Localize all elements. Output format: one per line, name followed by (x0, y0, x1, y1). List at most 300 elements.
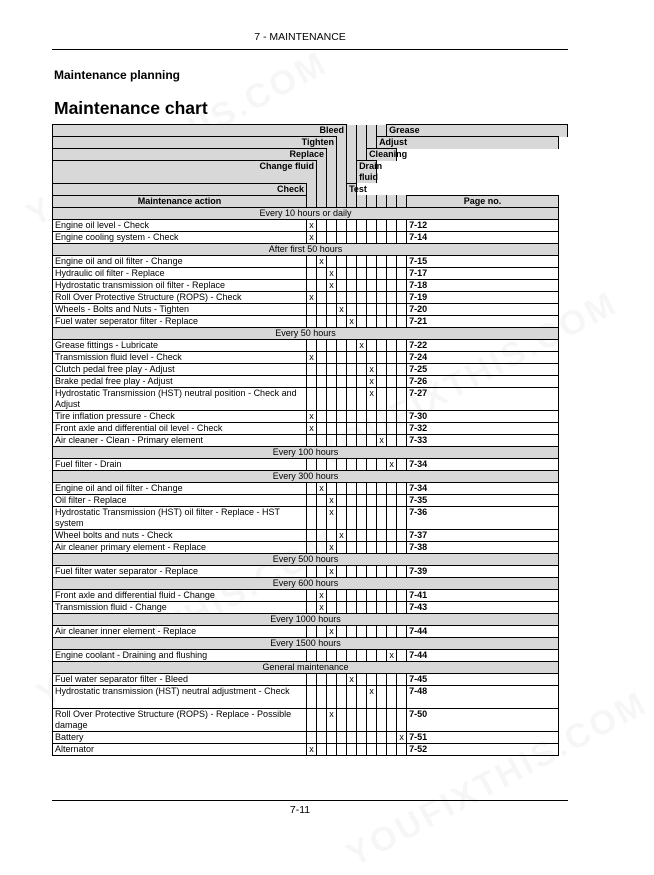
header-spacer (317, 195, 327, 207)
section-row (53, 243, 568, 255)
mark-cell (337, 743, 347, 755)
table-row (53, 231, 568, 243)
mark-cell (367, 565, 377, 577)
maintenance-action-header: Maintenance action (53, 195, 307, 207)
table-row (53, 506, 568, 529)
mark-cell (377, 482, 387, 494)
mark-x: x (357, 339, 367, 351)
mark-cell (307, 731, 317, 743)
mark-x: x (317, 589, 327, 601)
mark-cell (397, 685, 407, 708)
mark-x: x (387, 649, 397, 661)
table-row (53, 303, 568, 315)
header-spacer (357, 125, 367, 137)
page-reference: 7-41 (407, 589, 559, 601)
mark-x: x (307, 351, 317, 363)
mark-cell (367, 731, 377, 743)
section-row (53, 470, 568, 482)
table-row (53, 410, 568, 422)
maintenance-action: Front axle and differential fluid - Change (53, 589, 307, 601)
mark-cell (397, 708, 407, 731)
mark-cell (377, 685, 387, 708)
page-reference: 7-12 (407, 219, 559, 231)
column-header-tighten: Tighten (53, 137, 337, 149)
page-reference: 7-35 (407, 494, 559, 506)
mark-cell (387, 315, 397, 327)
mark-cell (337, 422, 347, 434)
mark-cell (327, 255, 337, 267)
mark-cell (307, 541, 317, 553)
mark-cell (397, 219, 407, 231)
mark-cell (377, 422, 387, 434)
mark-cell (347, 731, 357, 743)
maintenance-action: Fuel filter - Drain (53, 458, 307, 470)
mark-cell (367, 482, 377, 494)
maintenance-action: Hydrostatic transmission (HST) neutral adjustment - Check (53, 685, 307, 708)
mark-cell (347, 434, 357, 446)
header-row (53, 195, 568, 207)
mark-cell (367, 601, 377, 613)
mark-cell (357, 303, 367, 315)
interval-heading: Every 600 hours (53, 577, 559, 589)
section-row (53, 637, 568, 649)
mark-cell (377, 731, 387, 743)
mark-cell (327, 315, 337, 327)
maintenance-action: Engine oil and oil filter - Change (53, 482, 307, 494)
maintenance-action: Clutch pedal free play - Adjust (53, 363, 307, 375)
mark-cell (347, 529, 357, 541)
mark-cell (357, 673, 367, 685)
mark-cell (307, 565, 317, 577)
table-row (53, 422, 568, 434)
mark-cell (307, 267, 317, 279)
page-reference: 7-27 (407, 387, 559, 410)
mark-cell (317, 231, 327, 243)
mark-cell (377, 339, 387, 351)
mark-x: x (317, 601, 327, 613)
mark-cell (387, 685, 397, 708)
maintenance-chart (52, 124, 568, 756)
mark-cell (317, 529, 327, 541)
mark-cell (317, 291, 327, 303)
mark-cell (317, 219, 327, 231)
mark-cell (317, 339, 327, 351)
interval-heading: Every 1000 hours (53, 613, 559, 625)
section-row (53, 553, 568, 565)
page-title: Maintenance chart (54, 98, 208, 118)
mark-cell (317, 363, 327, 375)
mark-cell (317, 506, 327, 529)
mark-cell (397, 422, 407, 434)
mark-cell (327, 291, 337, 303)
section-row (53, 613, 568, 625)
mark-cell (397, 231, 407, 243)
mark-cell (387, 673, 397, 685)
maintenance-action: Front axle and differential oil level - Check (53, 422, 307, 434)
mark-cell (317, 458, 327, 470)
mark-cell (387, 410, 397, 422)
mark-cell (397, 589, 407, 601)
mark-cell (317, 494, 327, 506)
maintenance-action: Engine coolant - Draining and flushing (53, 649, 307, 661)
mark-cell (387, 339, 397, 351)
mark-cell (357, 506, 367, 529)
mark-cell (397, 303, 407, 315)
mark-cell (367, 708, 377, 731)
header-spacer (357, 195, 367, 207)
mark-cell (397, 506, 407, 529)
mark-x: x (367, 363, 377, 375)
mark-cell (337, 482, 347, 494)
table-row (53, 482, 568, 494)
mark-cell (387, 529, 397, 541)
mark-cell (327, 375, 337, 387)
mark-x: x (367, 387, 377, 410)
table-row (53, 458, 568, 470)
mark-cell (357, 279, 367, 291)
mark-cell (347, 255, 357, 267)
mark-x: x (307, 291, 317, 303)
mark-x: x (307, 743, 317, 755)
mark-cell (397, 339, 407, 351)
page-reference: 7-26 (407, 375, 559, 387)
header-spacer (357, 137, 367, 149)
mark-cell (367, 589, 377, 601)
mark-cell (327, 303, 337, 315)
header-spacer (377, 195, 387, 207)
mark-cell (377, 673, 387, 685)
mark-cell (377, 351, 387, 363)
mark-cell (317, 351, 327, 363)
mark-x: x (307, 410, 317, 422)
mark-cell (397, 673, 407, 685)
mark-cell (347, 231, 357, 243)
mark-cell (317, 673, 327, 685)
mark-cell (387, 731, 397, 743)
mark-cell (347, 351, 357, 363)
mark-cell (367, 351, 377, 363)
mark-cell (397, 363, 407, 375)
mark-cell (357, 649, 367, 661)
column-header-adjust: Adjust (377, 137, 559, 149)
mark-cell (317, 387, 327, 410)
mark-cell (387, 255, 397, 267)
table-row (53, 685, 568, 708)
mark-cell (337, 494, 347, 506)
header-spacer (367, 125, 377, 137)
mark-cell (397, 267, 407, 279)
page-reference: 7-36 (407, 506, 559, 529)
maintenance-action: Tire inflation pressure - Check (53, 410, 307, 422)
mark-cell (327, 387, 337, 410)
mark-cell (397, 387, 407, 410)
mark-cell (347, 589, 357, 601)
mark-cell (327, 422, 337, 434)
interval-heading: Every 500 hours (53, 553, 559, 565)
table-row (53, 601, 568, 613)
mark-cell (327, 351, 337, 363)
mark-x: x (337, 303, 347, 315)
mark-cell (397, 410, 407, 422)
table-row (53, 589, 568, 601)
table-row (53, 434, 568, 446)
footer-rule (52, 800, 568, 801)
mark-cell (357, 482, 367, 494)
mark-cell (347, 279, 357, 291)
mark-cell (357, 315, 367, 327)
mark-cell (357, 291, 367, 303)
header-spacer (337, 183, 347, 195)
mark-cell (367, 231, 377, 243)
mark-cell (327, 589, 337, 601)
mark-cell (317, 649, 327, 661)
mark-cell (337, 458, 347, 470)
page-reference: 7-21 (407, 315, 559, 327)
mark-cell (357, 494, 367, 506)
table-row (53, 387, 568, 410)
mark-cell (387, 434, 397, 446)
mark-cell (397, 291, 407, 303)
mark-cell (367, 339, 377, 351)
mark-x: x (327, 625, 337, 637)
table-row (53, 279, 568, 291)
mark-cell (387, 541, 397, 553)
header-spacer (327, 183, 337, 195)
mark-cell (397, 375, 407, 387)
mark-cell (307, 279, 317, 291)
mark-cell (397, 351, 407, 363)
mark-cell (327, 434, 337, 446)
mark-cell (337, 363, 347, 375)
mark-cell (357, 387, 367, 410)
maintenance-action: Oil filter - Replace (53, 494, 307, 506)
mark-cell (367, 410, 377, 422)
page-reference: 7-44 (407, 649, 559, 661)
mark-cell (387, 351, 397, 363)
interval-heading: After first 50 hours (53, 243, 559, 255)
mark-x: x (327, 494, 337, 506)
table-row (53, 315, 568, 327)
mark-cell (327, 649, 337, 661)
mark-cell (337, 565, 347, 577)
page-reference: 7-33 (407, 434, 559, 446)
mark-x: x (327, 708, 337, 731)
mark-cell (347, 458, 357, 470)
mark-x: x (397, 731, 407, 743)
mark-cell (387, 363, 397, 375)
mark-cell (307, 649, 317, 661)
mark-cell (347, 422, 357, 434)
mark-cell (307, 387, 317, 410)
mark-cell (317, 410, 327, 422)
header-spacer (367, 195, 377, 207)
mark-cell (357, 685, 367, 708)
mark-cell (357, 231, 367, 243)
mark-cell (347, 494, 357, 506)
column-header-test: Test (347, 183, 357, 195)
table-row (53, 731, 568, 743)
mark-cell (357, 601, 367, 613)
mark-cell (327, 685, 337, 708)
mark-cell (337, 291, 347, 303)
mark-cell (347, 625, 357, 637)
mark-cell (377, 506, 387, 529)
page-reference: 7-34 (407, 482, 559, 494)
mark-x: x (327, 541, 337, 553)
mark-cell (397, 565, 407, 577)
page-reference: 7-34 (407, 458, 559, 470)
mark-cell (317, 303, 327, 315)
mark-cell (337, 267, 347, 279)
mark-cell (307, 339, 317, 351)
header-spacer (337, 149, 347, 161)
table-row (53, 673, 568, 685)
mark-cell (347, 375, 357, 387)
mark-cell (347, 410, 357, 422)
mark-cell (387, 303, 397, 315)
mark-cell (357, 255, 367, 267)
mark-cell (347, 267, 357, 279)
maintenance-action: Engine cooling system - Check (53, 231, 307, 243)
maintenance-action: Hydrostatic Transmission (HST) oil filter - Replace - HST system (53, 506, 307, 529)
mark-cell (397, 494, 407, 506)
header-spacer (307, 195, 317, 207)
mark-cell (347, 291, 357, 303)
mark-cell (347, 219, 357, 231)
mark-cell (357, 422, 367, 434)
mark-cell (347, 649, 357, 661)
mark-cell (317, 422, 327, 434)
page-reference: 7-39 (407, 565, 559, 577)
mark-cell (357, 589, 367, 601)
header-row (53, 183, 568, 195)
mark-cell (377, 279, 387, 291)
mark-x: x (387, 458, 397, 470)
maintenance-action: Wheels - Bolts and Nuts - Tighten (53, 303, 307, 315)
mark-cell (357, 363, 367, 375)
maintenance-action: Air cleaner - Clean - Primary element (53, 434, 307, 446)
maintenance-action: Fuel water seperator filter - Replace (53, 315, 307, 327)
mark-cell (337, 506, 347, 529)
mark-cell (367, 673, 377, 685)
mark-cell (327, 482, 337, 494)
interval-heading: Every 10 hours or daily (53, 207, 559, 219)
mark-cell (337, 375, 347, 387)
mark-cell (377, 267, 387, 279)
page-reference: 7-38 (407, 541, 559, 553)
mark-cell (357, 351, 367, 363)
mark-cell (387, 279, 397, 291)
header-spacer (377, 125, 387, 137)
mark-cell (347, 339, 357, 351)
mark-cell (337, 589, 347, 601)
mark-cell (337, 731, 347, 743)
mark-cell (317, 267, 327, 279)
page-reference: 7-51 (407, 731, 559, 743)
mark-cell (387, 387, 397, 410)
maintenance-action: Roll Over Protective Structure (ROPS) - Check (53, 291, 307, 303)
mark-cell (387, 375, 397, 387)
mark-cell (397, 529, 407, 541)
mark-cell (367, 458, 377, 470)
page-reference: 7-48 (407, 685, 559, 708)
page-reference: 7-24 (407, 351, 559, 363)
mark-cell (307, 494, 317, 506)
header-spacer (367, 137, 377, 149)
mark-cell (397, 649, 407, 661)
header-spacer (347, 195, 357, 207)
header-row (53, 161, 568, 184)
mark-cell (387, 422, 397, 434)
mark-x: x (327, 279, 337, 291)
section-row (53, 577, 568, 589)
table-row (53, 565, 568, 577)
mark-cell (367, 743, 377, 755)
mark-cell (317, 731, 327, 743)
mark-x: x (347, 673, 357, 685)
mark-cell (317, 434, 327, 446)
header-spacer (357, 149, 367, 161)
mark-cell (337, 708, 347, 731)
section-row (53, 207, 568, 219)
maintenance-action: Alternator (53, 743, 307, 755)
mark-cell (367, 315, 377, 327)
mark-cell (377, 255, 387, 267)
mark-cell (377, 291, 387, 303)
page-no-header: Page no. (407, 195, 559, 207)
header-spacer (307, 183, 317, 195)
section-subtitle: Maintenance planning (54, 68, 181, 82)
mark-cell (377, 541, 387, 553)
mark-cell (337, 625, 347, 637)
mark-cell (327, 601, 337, 613)
mark-x: x (337, 529, 347, 541)
mark-cell (367, 434, 377, 446)
mark-cell (307, 601, 317, 613)
column-header-check: Check (53, 183, 307, 195)
maintenance-action: Battery (53, 731, 307, 743)
mark-cell (337, 410, 347, 422)
page-reference: 7-14 (407, 231, 559, 243)
mark-cell (307, 685, 317, 708)
mark-cell (327, 231, 337, 243)
column-header-bleed: Bleed (53, 125, 347, 137)
header-spacer (337, 195, 347, 207)
mark-cell (327, 458, 337, 470)
page-reference: 7-20 (407, 303, 559, 315)
mark-cell (307, 315, 317, 327)
header-spacer (397, 195, 407, 207)
mark-cell (317, 708, 327, 731)
mark-x: x (317, 482, 327, 494)
maintenance-action: Roll Over Protective Structure (ROPS) - Replace - Possible damage (53, 708, 307, 731)
mark-cell (307, 375, 317, 387)
mark-cell (347, 601, 357, 613)
mark-cell (307, 625, 317, 637)
maintenance-action: Fuel water separator filter - Bleed (53, 673, 307, 685)
mark-cell (377, 410, 387, 422)
table-row (53, 494, 568, 506)
mark-cell (397, 255, 407, 267)
chart-body (53, 125, 568, 756)
mark-cell (357, 375, 367, 387)
mark-cell (357, 434, 367, 446)
mark-cell (327, 743, 337, 755)
mark-cell (367, 625, 377, 637)
mark-cell (377, 231, 387, 243)
mark-cell (327, 219, 337, 231)
table-row (53, 541, 568, 553)
